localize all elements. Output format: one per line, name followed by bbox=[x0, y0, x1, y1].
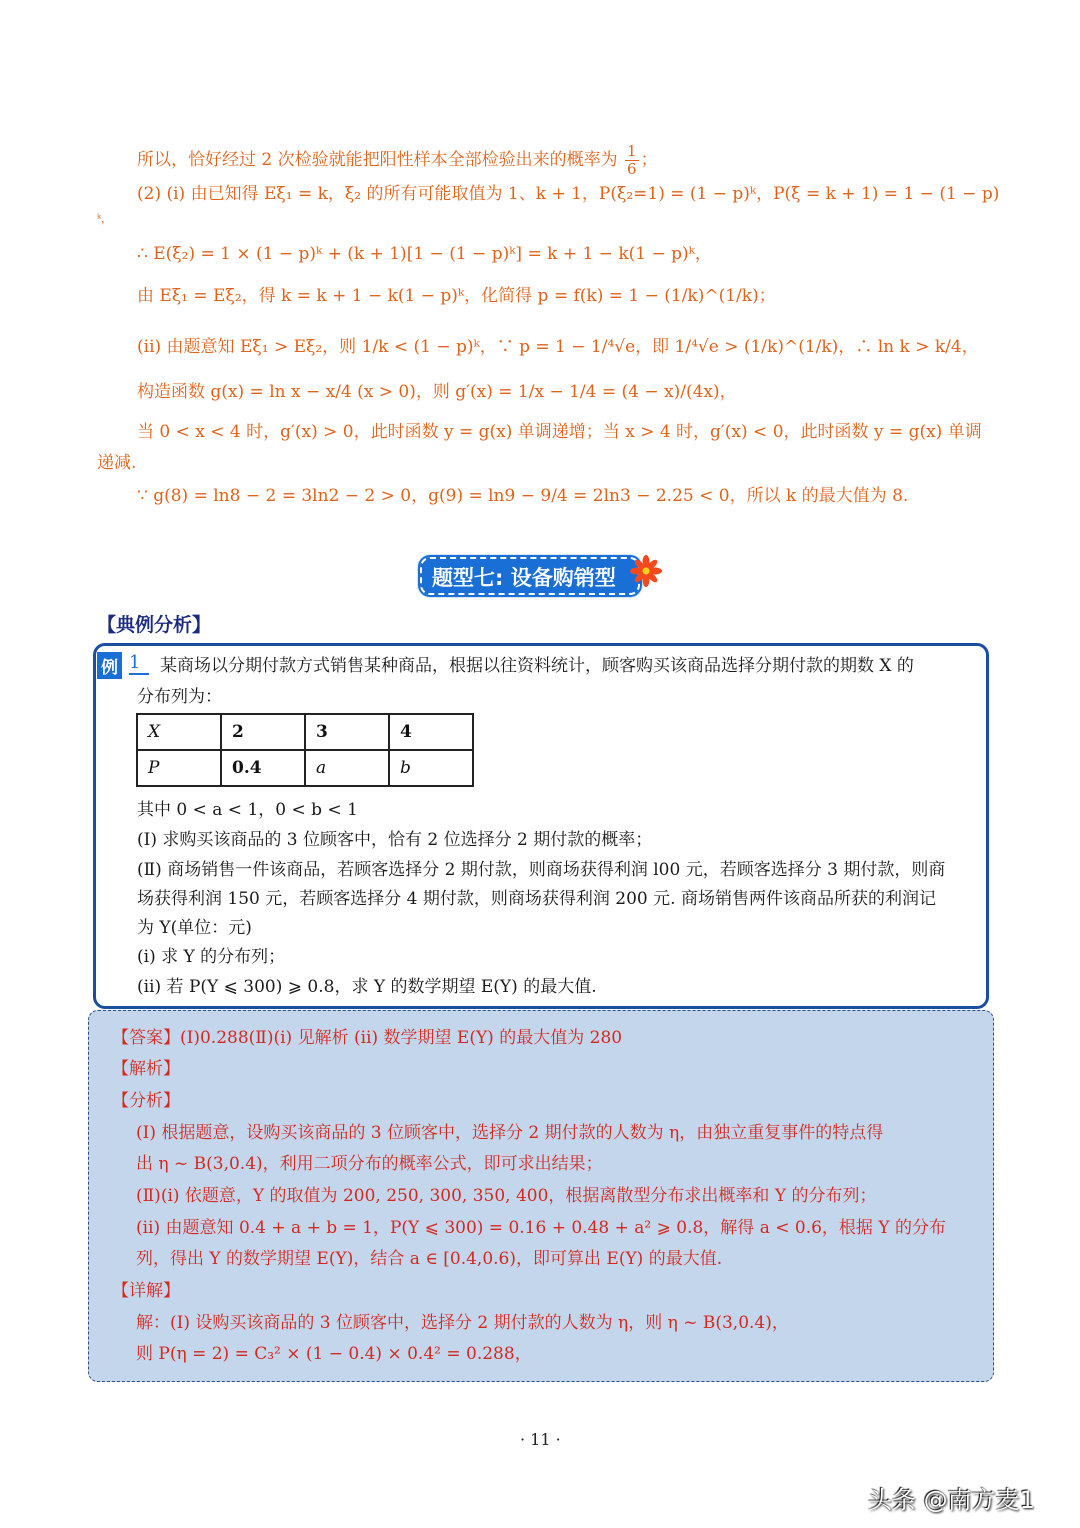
answer-analysis-3: (ⅱ) 由题意知 0.4 + a + b = 1，P(Y ⩽ 300) = 0.16 + 0.48 + a² ⩾ 0.8，解得 a < 0.6，根据 Y 的分布 bbox=[136, 1218, 946, 1238]
answer-fenxi-heading: 【分析】 bbox=[112, 1091, 180, 1111]
question-2-i: (ⅰ) 求 Y 的分布列； bbox=[137, 947, 286, 967]
solution-line-3: ∴ E(ξ₂) = 1 × (1 − p)ᵏ + (k + 1)[1 − (1 − p)ᵏ] = k + 1 − k(1 − p)ᵏ， bbox=[137, 244, 712, 264]
solution-line-6: 构造函数 g(x) = ln x − x/4 (x > 0)，则 g′(x) = 1/x − 1/4 = (4 − x)/(4x)， bbox=[137, 382, 737, 402]
answer-analysis-2: (Ⅱ)(ⅰ) 依题意，Y 的取值为 200, 250, 300, 350, 400，根据离散型分布求出概率和 Y 的分布列； bbox=[136, 1186, 877, 1206]
table-cell: X bbox=[137, 714, 221, 750]
example-intro-cont: 分布列为： bbox=[137, 687, 222, 707]
answer-analysis-1: (Ⅰ) 根据题意，设购买该商品的 3 位顾客中，选择分 2 期付款的人数为 η，由独立重复事件的特点得 bbox=[136, 1123, 884, 1143]
question-2-cont-1: 场获得利润 150 元，若顾客选择分 4 期付款，则商场获得利润 200 元. 商场销售两件该商品所获的利润记 bbox=[137, 889, 936, 909]
answer-analysis-1-cont: 出 η ~ B(3,0.4)，利用二项分布的概率公式，即可求出结果； bbox=[136, 1154, 603, 1174]
solution-line-5: (ii) 由题意知 Eξ₁ > Eξ₂，则 1/k < (1 − p)ᵏ，∵ p = 1 − 1/⁴√e，即 1/⁴√e > (1/k)^(1/k)，∴ ln k > k/4， bbox=[137, 337, 979, 357]
section-badge: 题型七: 设备购销型 bbox=[420, 557, 640, 595]
fraction-numerator: 1 bbox=[627, 142, 637, 160]
example-intro: 某商场以分期付款方式销售某种商品，根据以往资料统计，顾客购买该商品选择分期付款的期数 X 的 bbox=[160, 656, 914, 676]
solution-text: ； bbox=[640, 150, 658, 170]
solution-text: 所以，恰好经过 2 次检验就能把阳性样本全部检验出来的概率为 bbox=[137, 150, 618, 170]
table-cell: a bbox=[305, 750, 389, 786]
question-1: (Ⅰ) 求购买该商品的 3 位顾客中，恰有 2 位选择分 2 期付款的概率； bbox=[137, 830, 653, 850]
answer-analysis-3-cont: 列，得出 Y 的数学期望 E(Y)，结合 a ∈ [0.4,0.6)，即可算出 E(Y) 的最大值. bbox=[136, 1249, 723, 1269]
example-condition: 其中 0 < a < 1，0 < b < 1 bbox=[137, 800, 358, 820]
solution-line-7: 当 0 < x < 4 时，g′(x) > 0，此时函数 y = g(x) 单调递增；当 x > 4 时，g′(x) < 0，此时函数 y = g(x) 单调 bbox=[137, 422, 982, 442]
table-cell: P bbox=[137, 750, 221, 786]
section-title: 【典例分析】 bbox=[97, 614, 212, 636]
page-number: · 11 · bbox=[520, 1430, 561, 1449]
answer-detail-2: 则 P(η = 2) = C₃² × (1 − 0.4) × 0.4² = 0.288， bbox=[136, 1344, 532, 1364]
example-label: 例 bbox=[97, 652, 122, 679]
question-2-cont-2: 为 Y(单位：元) bbox=[137, 918, 252, 938]
solution-line-1 bbox=[137, 143, 658, 178]
answer-xiangjie-heading: 【详解】 bbox=[112, 1281, 180, 1301]
table-cell: 2 bbox=[221, 714, 305, 750]
distribution-table bbox=[136, 713, 474, 787]
table-row bbox=[137, 750, 473, 786]
table-cell: b bbox=[389, 750, 473, 786]
table-cell: 0.4 bbox=[221, 750, 305, 786]
solution-line-2-cont: ᵏ， bbox=[97, 212, 113, 225]
question-2: (Ⅱ) 商场销售一件该商品，若顾客选择分 2 期付款，则商场获得利润 l00 元，若顾客选择分 3 期付款，则商 bbox=[137, 860, 946, 880]
answer-jiexi-heading: 【解析】 bbox=[112, 1059, 180, 1079]
fraction-denominator: 6 bbox=[627, 160, 637, 178]
table-cell: 4 bbox=[389, 714, 473, 750]
table-row bbox=[137, 714, 473, 750]
example-number: 1 bbox=[129, 652, 149, 675]
answer-detail-1: 解：(Ⅰ) 设购买该商品的 3 位顾客中，选择分 2 期付款的人数为 η，则 η ~ B(3,0.4)， bbox=[136, 1313, 789, 1333]
question-2-ii: (ⅱ) 若 P(Y ⩽ 300) ⩾ 0.8，求 Y 的数学期望 E(Y) 的最大值. bbox=[137, 977, 597, 997]
solution-line-4: 由 Eξ₁ = Eξ₂，得 k = k + 1 − k(1 − p)ᵏ，化简得 p = f(k) = 1 − (1/k)^(1/k)； bbox=[137, 286, 776, 306]
solution-line-7-cont: 递减. bbox=[97, 453, 137, 473]
table-cell: 3 bbox=[305, 714, 389, 750]
solution-line-2: (2) (i) 由已知得 Eξ₁ = k，ξ₂ 的所有可能取值为 1、k + 1，P(ξ₂=1) = (1 − p)ᵏ，P(ξ = k + 1) = 1 − (1 − p) bbox=[137, 184, 1000, 204]
solution-line-8: ∵ g(8) = ln8 − 2 = 3ln2 − 2 > 0，g(9) = ln9 − 9/4 = 2ln3 − 2.25 < 0，所以 k 的最大值为 8. bbox=[137, 486, 909, 506]
answer-line: 【答案】(Ⅰ)0.288(Ⅱ)(ⅰ) 见解析 (ⅱ) 数学期望 E(Y) 的最大值为 280 bbox=[112, 1028, 623, 1048]
fraction bbox=[625, 143, 639, 178]
flower-icon bbox=[628, 553, 664, 589]
watermark: 头条 @南方麦1 bbox=[868, 1486, 1035, 1514]
